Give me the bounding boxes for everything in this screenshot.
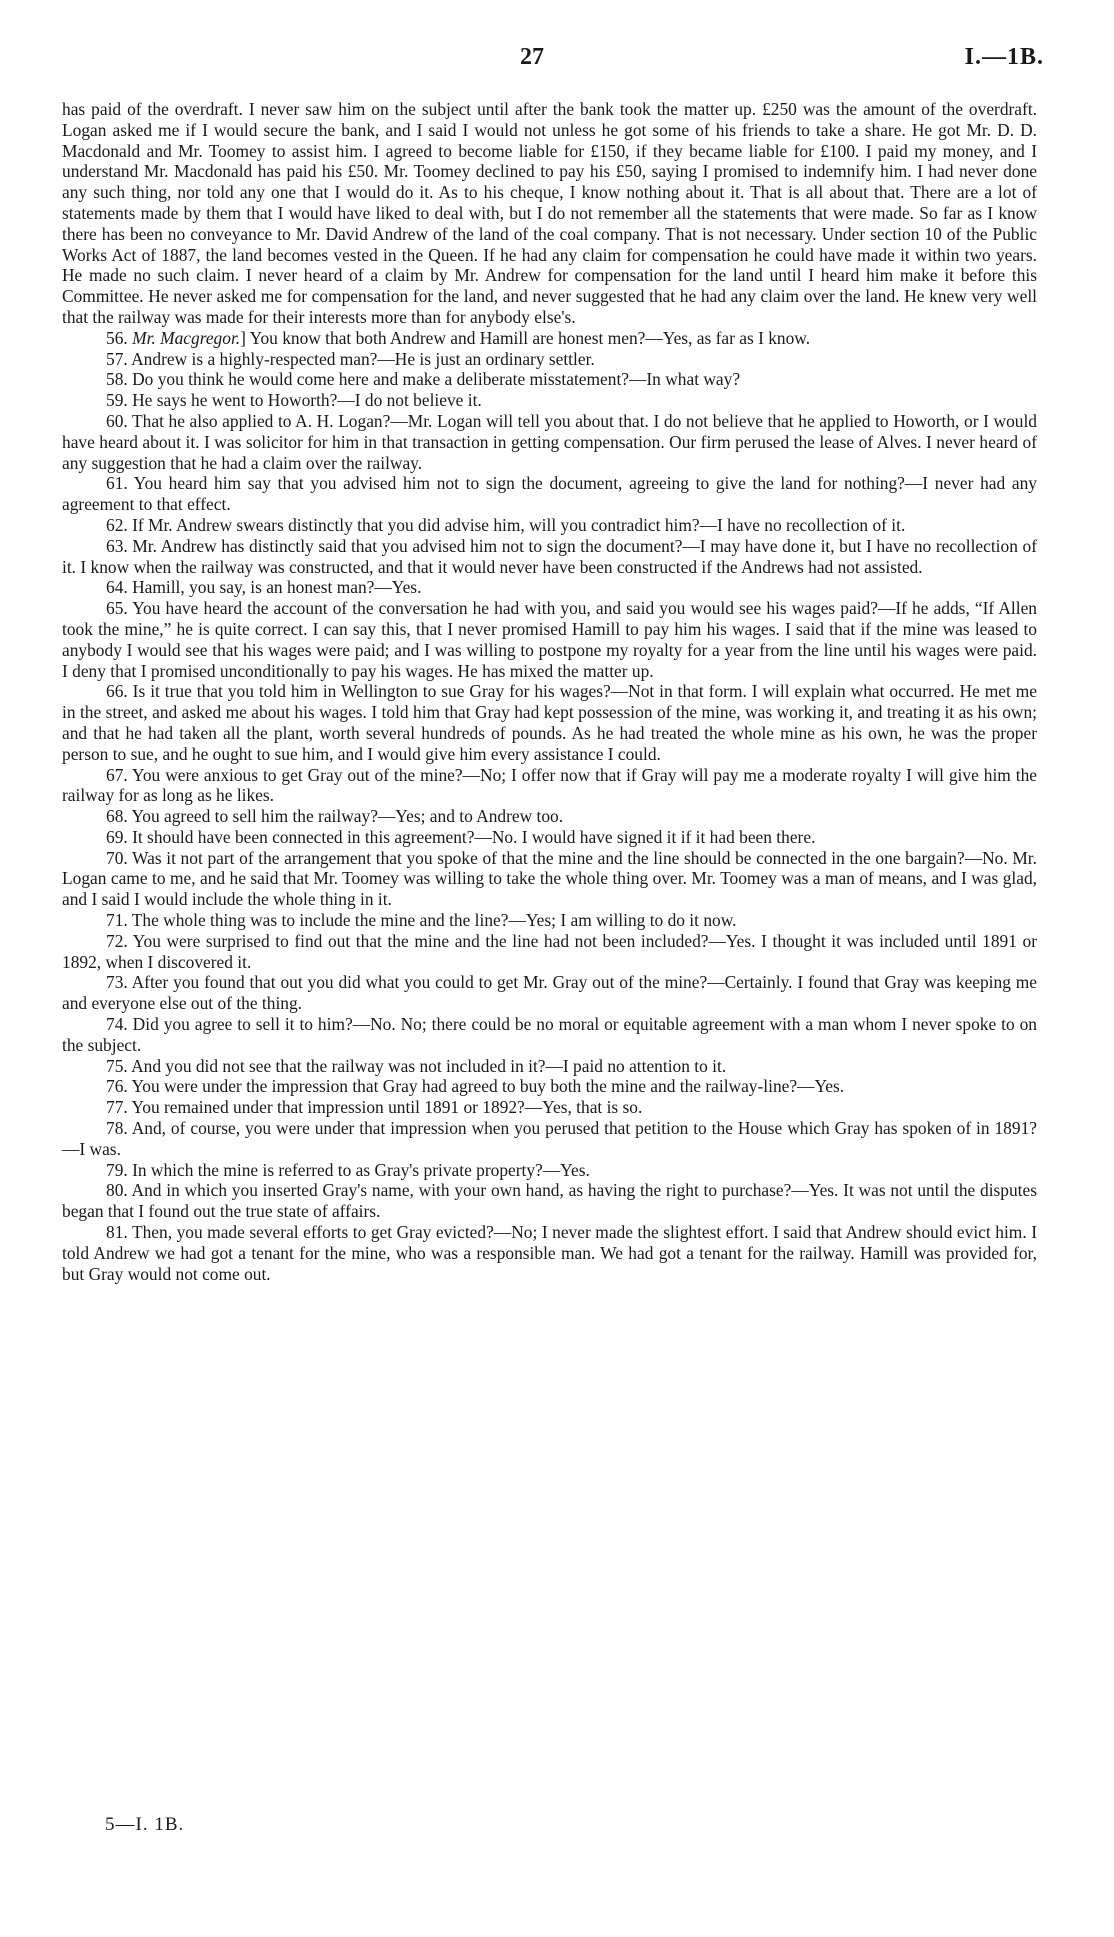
question-answer: 77. You remained under that impression until 1891 or 1892?—Yes, that is so. — [106, 1097, 643, 1118]
question-answer: 60. That he also applied to A. H. Logan?—Mr. Logan will tell you about that. I do not believe that he applied to Howorth, or I would have heard about it. I was solicitor for him in that transaction in getting compensation. Our firm perused the lease of Alves. I never heard of any suggestion that he had a claim over the railway. — [62, 410, 1037, 473]
question-answer: 63. Mr. Andrew has distinctly said that you advised him not to sign the document?—I may have done it, but I have no recollection of it. I know when the railway was constructed, and that it would never have been constructed if the Andrews had not assisted. — [62, 535, 1037, 577]
question-answer: 71. The whole thing was to include the mine and the line?—Yes; I am willing to do it now. — [106, 910, 737, 931]
question-answer: 66. Is it true that you told him in Wellington to sue Gray for his wages?—Not in that form. I will explain what occurred. He met me in the street, and asked me about his wages. I told him that Gray had kept possession of the mine, was working it, and treating it as his own; and that he had taken all the plant, worth several hundreds of pounds. As he had treated the whole mine as his own, he was the proper person to sue, and he ought to sue him, and I would give him every assistance I could. — [62, 681, 1037, 764]
question-answer: 73. After you found that out you did what you could to get Mr. Gray out of the mine?—Certainly. I found that Gray was keeping me and everyone else out of the thing. — [62, 972, 1037, 1014]
question-answer: 67. You were anxious to get Gray out of the mine?—No; I offer now that if Gray will pay me a moderate royalty I will give him the railway for as long as he likes. — [62, 764, 1037, 806]
question-answer: 75. And you did not see that the railway was not included in it?—I paid no attention to it. — [106, 1055, 727, 1076]
paper-reference: I.—1B. — [964, 44, 1044, 70]
question-answer: 59. He says he went to Howorth?—I do not believe it. — [106, 390, 482, 411]
printer-signature-mark: 5—I. 1B. — [105, 1814, 185, 1835]
question-answer: 80. And in which you inserted Gray's name, with your own hand, as having the right to purchase?—Yes. It was not until the disputes began that I found out the true state of affairs. — [62, 1180, 1037, 1222]
question-answer: 72. You were surprised to find out that the mine and the line had not been included?—Yes. I thought it was included until 1891 or 1892, when I discovered it. — [62, 930, 1037, 972]
question-answer: 58. Do you think he would come here and make a deliberate misstatement?—In what way? — [106, 369, 741, 390]
question-answer: 79. In which the mine is referred to as Gray's private property?—Yes. — [106, 1159, 590, 1180]
question-answer: 64. Hamill, you say, is an honest man?—Yes. — [106, 577, 422, 598]
question-answer: 76. You were under the impression that Gray had agreed to buy both the mine and the railway-line?—Yes. — [106, 1076, 845, 1097]
question-answer: 81. Then, you made several efforts to get Gray evicted?—No; I never made the slightest effort. I said that Andrew should evict him. I told Andrew we had got a tenant for the mine, who was a responsible man. We had got a tenant for the railway. Hamill was provided for, but Gray would not come out. — [62, 1222, 1037, 1284]
question-answer: 57. Andrew is a highly-respected man?—He is just an ordinary settler. — [106, 348, 595, 369]
minutes-of-evidence — [62, 99, 1037, 1284]
page-header — [0, 44, 1114, 74]
question-answer: 62. If Mr. Andrew swears distinctly that you did advise him, will you contradict him?—I have no recollection of it. — [106, 514, 906, 535]
question-answer: 78. And, of course, you were under that impression when you perused that petition to the House which Gray has spoken of in 1891?—I was. — [62, 1118, 1037, 1159]
examiner-name: Mr. Macgregor. — [132, 327, 241, 348]
question-answer: 61. You heard him say that you advised him not to sign the document, agreeing to give the land for nothing?—I never had any agreement to that effect. — [62, 473, 1037, 515]
continued-paragraph: has paid of the overdraft. I never saw him on the subject until after the bank took the matter up. £250 was the amount of the overdraft. Logan asked me if I would secure the bank, and I said I would not unless he got some of his friends to take a share. He got Mr. D. D. Macdonald and Mr. Toomey to assist him. I agreed to become liable for £150, if they became liable for £100. I paid my money, and I understand Mr. Macdonald has paid his £50. Mr. Toomey declined to pay his £50, saying I promised to indemnify him. I had never done any such thing, nor told any one that I would do it. As to his cheque, I know nothing about it. That is all about that. There are a lot of statements made by them that I would have liked to deal with, but I do not remember all the statements that were made. So far as I know there has been no conveyance to Mr. David Andrew of the land of the coal company. That is not necessary. Under section 10 of the Public Works Act of 1887, the land becomes vested in the Queen. If he had any claim for compensation he could have made it within two years. He made no such claim. I never heard of a claim by Mr. Andrew for compensation for the land until I heard him make it before this Committee. He never asked me for compensation for the land, and never suggested that he had any claim over the land. He knew very well that the railway was made for their interests more than for anybody else's. — [62, 99, 1037, 327]
question-answer: 69. It should have been connected in this agreement?—No. I would have signed it if it had been there. — [106, 826, 816, 847]
question-answer: 74. Did you agree to sell it to him?—No. No; there could be no moral or equitable agreement with a man whom I never spoke to on the subject. — [62, 1014, 1037, 1055]
page-number: 27 — [520, 44, 544, 70]
question-answer: 56. Mr. Macgregor.] You know that both Andrew and Hamill are honest men?—Yes, as far as I know. — [106, 327, 811, 348]
question-answer: 70. Was it not part of the arrangement that you spoke of that the mine and the line should be connected in the one bargain?—No. Mr. Logan came to me, and he said that Mr. Toomey was willing to take the whole thing over. Mr. Toomey was a man of means, and I was glad, and I said I would include the whole thing in it. — [62, 847, 1037, 910]
question-answer: 68. You agreed to sell him the railway?—Yes; and to Andrew too. — [106, 806, 564, 827]
question-answer: 65. You have heard the account of the conversation he had with you, and said you would see his wages paid?—If he adds, “If Allen took the mine,” he is quite correct. I can say this, that I never promised Hamill to pay him his wages. I said that if the mine was leased to anybody I would see that his wages were paid; and I was willing to postpone my royalty for a year from the line until his wages were paid. I deny that I promised unconditionally to pay his wages. He has mixed the matter up. — [62, 598, 1037, 681]
